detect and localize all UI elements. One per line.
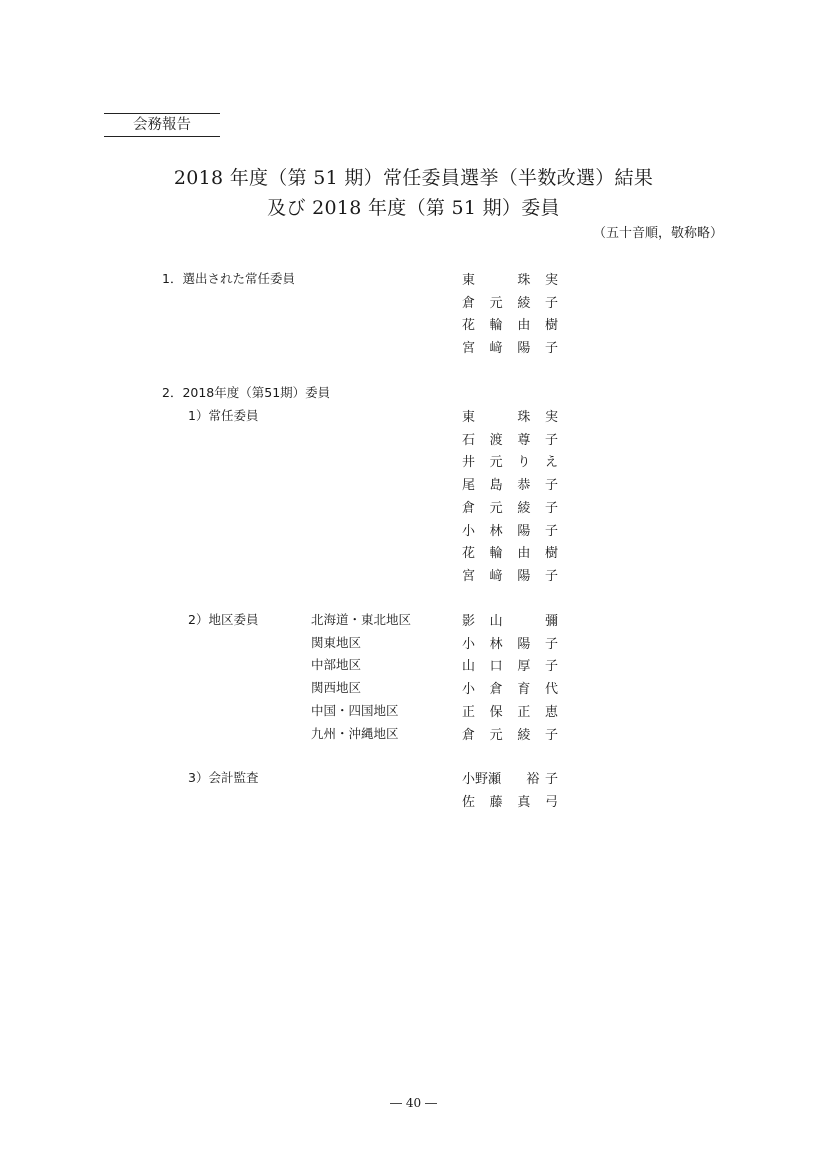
region-label: 中国・四国地区 xyxy=(311,702,399,718)
member-name: 倉 元 綾 子 xyxy=(462,500,558,516)
region-label: 中部地区 xyxy=(311,657,362,673)
member-name: 倉 元 綾 子 xyxy=(462,727,558,743)
member-name: 倉 元 綾 子 xyxy=(462,295,558,311)
member-name: 宮 﨑 陽 子 xyxy=(462,341,558,357)
section-label: 会務報告 xyxy=(104,113,220,137)
member-name: 影 山 彌 xyxy=(462,614,558,629)
member-name: 井 元 り え xyxy=(462,455,558,471)
member-name: 尾 島 恭 子 xyxy=(462,478,558,494)
section1-heading: 1．選出された常任委員 xyxy=(162,271,295,286)
member-name: 花 輪 由 樹 xyxy=(462,318,558,334)
member-name: 正 保 正 恵 xyxy=(462,704,558,720)
region-label: 関西地区 xyxy=(311,680,362,696)
audit-heading: 3）会計監査 xyxy=(188,770,259,785)
member-name: 小 林 陽 子 xyxy=(462,636,558,652)
region-label: 関東地区 xyxy=(311,634,362,650)
page-title-line2: 及び 2018 年度（第 51 期）委員 xyxy=(267,197,560,219)
member-name: 小野瀬 裕 子 xyxy=(462,772,558,787)
standing-committee-heading: 1）常任委員 xyxy=(188,408,259,423)
region-label: 九州・沖縄地区 xyxy=(311,725,399,741)
section2-heading: 2．2018年度（第51期）委員 xyxy=(162,385,331,400)
member-name: 小 倉 育 代 xyxy=(462,682,558,698)
member-name: 小 林 陽 子 xyxy=(462,523,558,539)
member-name: 石 渡 尊 子 xyxy=(462,432,558,448)
member-name: 宮 﨑 陽 子 xyxy=(462,568,558,584)
page-title-line1: 2018 年度（第 51 期）常任委員選挙（半数改選）結果 xyxy=(173,167,654,189)
sort-note: （五十音順，敬称略） xyxy=(592,226,723,241)
member-name: 佐 藤 真 弓 xyxy=(462,794,558,810)
member-name: 山 口 厚 子 xyxy=(462,659,558,675)
member-name: 東 珠 実 xyxy=(462,410,558,425)
member-name: 東 珠 実 xyxy=(462,273,558,288)
page-number: ― 40 ― xyxy=(390,1096,437,1110)
regional-committee-heading: 2）地区委員 xyxy=(188,612,259,627)
region-label: 北海道・東北地区 xyxy=(311,612,412,627)
member-name: 花 輪 由 樹 xyxy=(462,546,558,562)
